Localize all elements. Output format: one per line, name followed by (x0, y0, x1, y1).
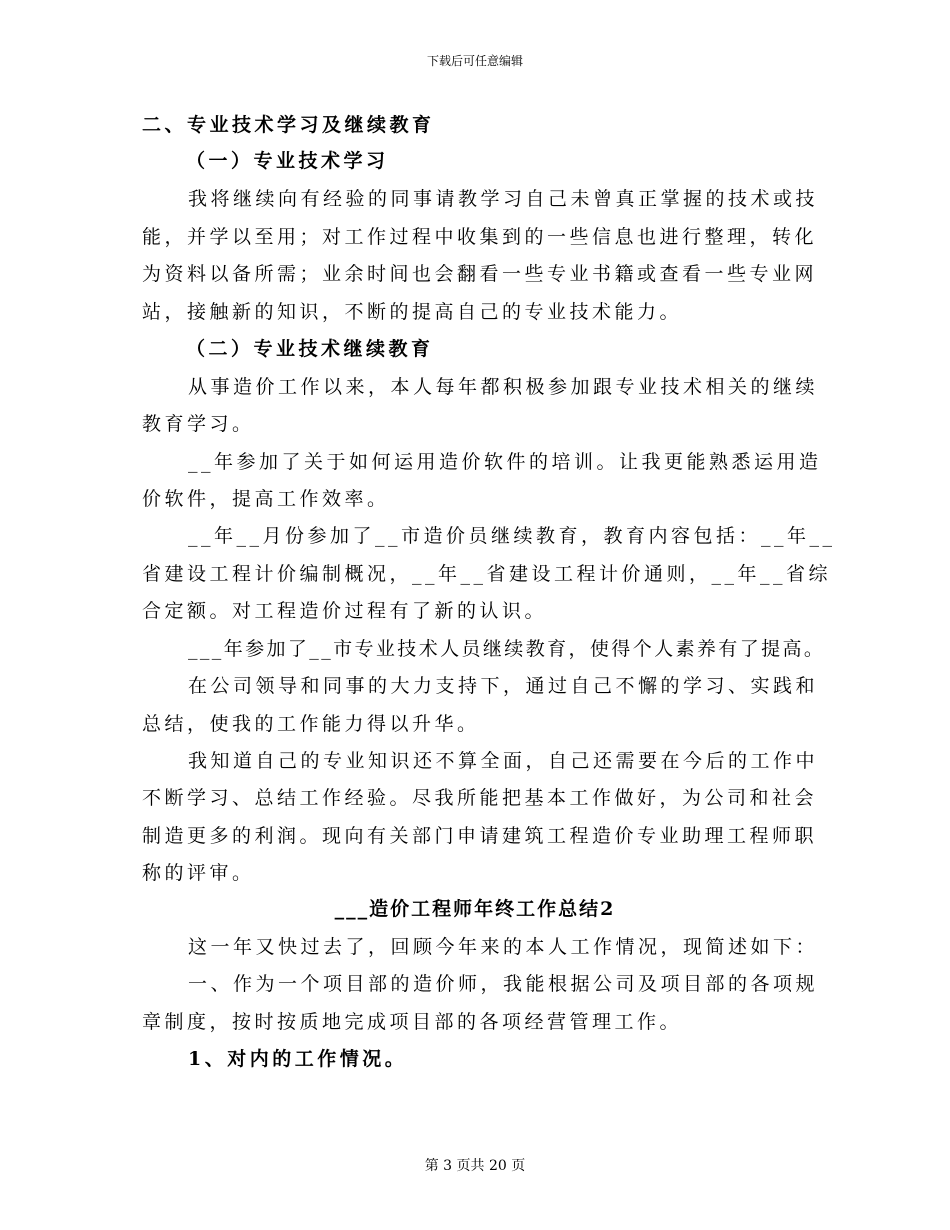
paragraph-8-line-1: 这一年又快过去了，回顾今年来的本人工作情况，现简述如下： (188, 936, 819, 958)
section-title: ___造价工程师年终工作总结2 (334, 898, 616, 920)
paragraph-7-line-4: 称的评审。 (142, 862, 255, 884)
paragraph-7-line-1: 我知道自己的专业知识还不算全面，自己还需要在今后的工作中 (188, 750, 819, 772)
heading-sub-1: （一）专业技术学习 (186, 150, 389, 172)
paragraph-3-line-2: 价软件，提高工作效率。 (142, 488, 390, 510)
paragraph-7-line-2: 不断学习、总结工作经验。尽我所能把基本工作做好，为公司和社会 (142, 787, 818, 809)
paragraph-2-line-1: 从事造价工作以来，本人每年都积极参加跟专业技术相关的继续 (188, 376, 819, 398)
paragraph-9-line-2: 章制度，按时按质地完成项目部的各项经营管理工作。 (142, 1011, 683, 1033)
paragraph-6-line-1: 在公司领导和同事的大力支持下，通过自己不懈的学习、实践和 (188, 675, 819, 697)
paragraph-9-line-1: 一、作为一个项目部的造价师，我能根据公司及项目部的各项规 (188, 973, 819, 995)
paragraph-1-line-4: 站，接触新的知识，不断的提高自己的专业技术能力。 (142, 301, 683, 323)
paragraph-4-line-3: 合定额。对工程造价过程有了新的认识。 (142, 600, 548, 622)
paragraph-4-line-2: 省建设工程计价编制概况，__年__省建设工程计价通则，__年__省综 (142, 563, 832, 585)
page-footer: 第 3 页共 20 页 (424, 1158, 526, 1174)
heading-sub-2: （二）专业技术继续教育 (186, 338, 434, 360)
paragraph-3-line-1: __年参加了关于如何运用造价软件的培训。让我更能熟悉运用造 (188, 451, 822, 473)
paragraph-2-line-2: 教育学习。 (142, 413, 255, 435)
paragraph-6-line-2: 总结，使我的工作能力得以升华。 (142, 713, 480, 735)
heading-main: 二、专业技术学习及继续教育 (142, 114, 435, 136)
paragraph-1-line-2: 能，并学以至用；对工作过程中收集到的一些信息也进行整理，转化 (142, 226, 818, 248)
paragraph-1-line-3: 为资料以备所需；业余时间也会翻看一些专业书籍或查看一些专业网 (142, 263, 818, 285)
paragraph-7-line-3: 制造更多的利润。现向有关部门申请建筑工程造价专业助理工程师职 (142, 825, 818, 847)
paragraph-5-line-1: ___年参加了__市专业技术人员继续教育，使得个人素养有了提高。 (188, 638, 826, 660)
paragraph-4-line-1: __年__月份参加了__市造价员继续教育，教育内容包括：__年__ (188, 525, 836, 547)
heading-item-1: 1、对内的工作情况。 (188, 1048, 408, 1070)
paragraph-1-line-1: 我将继续向有经验的同事请教学习自己未曾真正掌握的技术或技 (188, 188, 819, 210)
page-header: 下载后可任意编辑 (426, 54, 523, 68)
